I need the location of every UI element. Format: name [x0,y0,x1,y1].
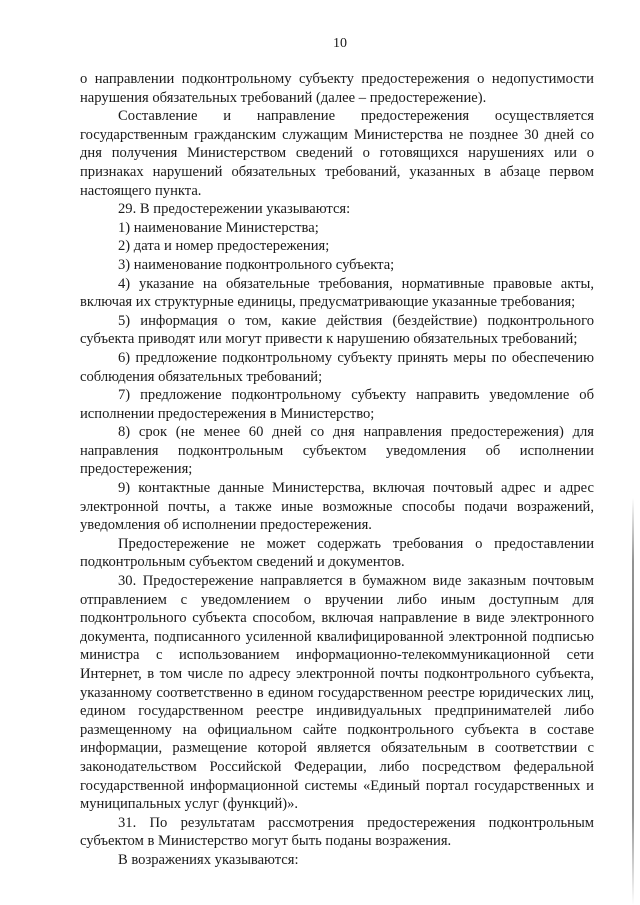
paragraph: о направлении подконтрольному субъекту предостережения о недопустимости нарушения обязательных требований (далее – предостережение). [80,71,594,106]
list-item: 4) указание на обязательные требования, нормативные правовые акты, включая их структурные единицы, предусматривающие указанные требования; [80,275,594,311]
list-item: 6) предложение подконтрольному субъекту принять меры по обеспечению соблюдения обязательных требований; [80,349,594,385]
list-item: 8) срок (не менее 60 дней со дня направления предостережения) для направления подконтрольным субъектом уведомления об исполнении предостережения; [80,424,594,478]
list-item: 7) предложение подконтрольному субъекту направить уведомление об исполнении предостережения в Министерство; [80,387,594,422]
page-number: 10 [333,36,347,51]
paragraph: Составление и направление предостережения осуществляется государственным гражданским служащим Министерства не позднее 30 дней со дня получения Министерством сведений о готовящихся нарушениях или о признаках нарушений обязательных требований, указанных в абзаце первом настоящего пункта. [80,108,594,199]
paragraph: 31. По результатам рассмотрения предостережения подконтрольным субъектом в Министерство могут быть поданы возражения. [80,814,594,850]
document-body [80,70,594,870]
list-item: 3) наименование подконтрольного субъекта; [118,256,395,273]
paragraph: 30. Предостережение направляется в бумажном виде заказным почтовым отправлением с уведомлением о вручении либо иным доступным для подконтрольного субъекта способом, включая направление в виде электронного документа, подписанного усиленной квалифицированной электронной подписью министра с использованием информационно-телекоммуникационной сети Интернет, в том числе по адресу электронной почты подконтрольного субъекта, указанному соответственно в едином государственном реестре юридических лиц, едином государственном реестре индивидуальных предпринимателей либо размещенному на официальном сайте подконтрольного субъекта в составе информации, размещение которой является обязательным в соответствии с законодательством Российской Федерации, либо посредством федеральной государственной информационной системы «Единый портал государственных и муниципальных услуг (функций)». [80,573,594,813]
list-item: 1) наименование Министерства; [118,219,319,236]
list-item: 9) контактные данные Министерства, включая почтовый адрес и адрес электронной почты, а также иные возможные способы подачи возражений, уведомления об исполнении предостережения. [80,480,594,534]
paragraph: Предостережение не может содержать требования о предоставлении подконтрольным субъектом сведений и документов. [80,535,594,571]
paragraph: В возражениях указываются: [118,851,299,868]
list-item: 2) дата и номер предостережения; [118,238,330,255]
list-item: 5) информация о том, какие действия (бездействие) подконтрольного субъекта приводят или могут привести к нарушению обязательных требований; [80,312,594,348]
scan-edge-shadow [632,0,634,905]
paragraph: 29. В предостережении указываются: [118,201,351,218]
